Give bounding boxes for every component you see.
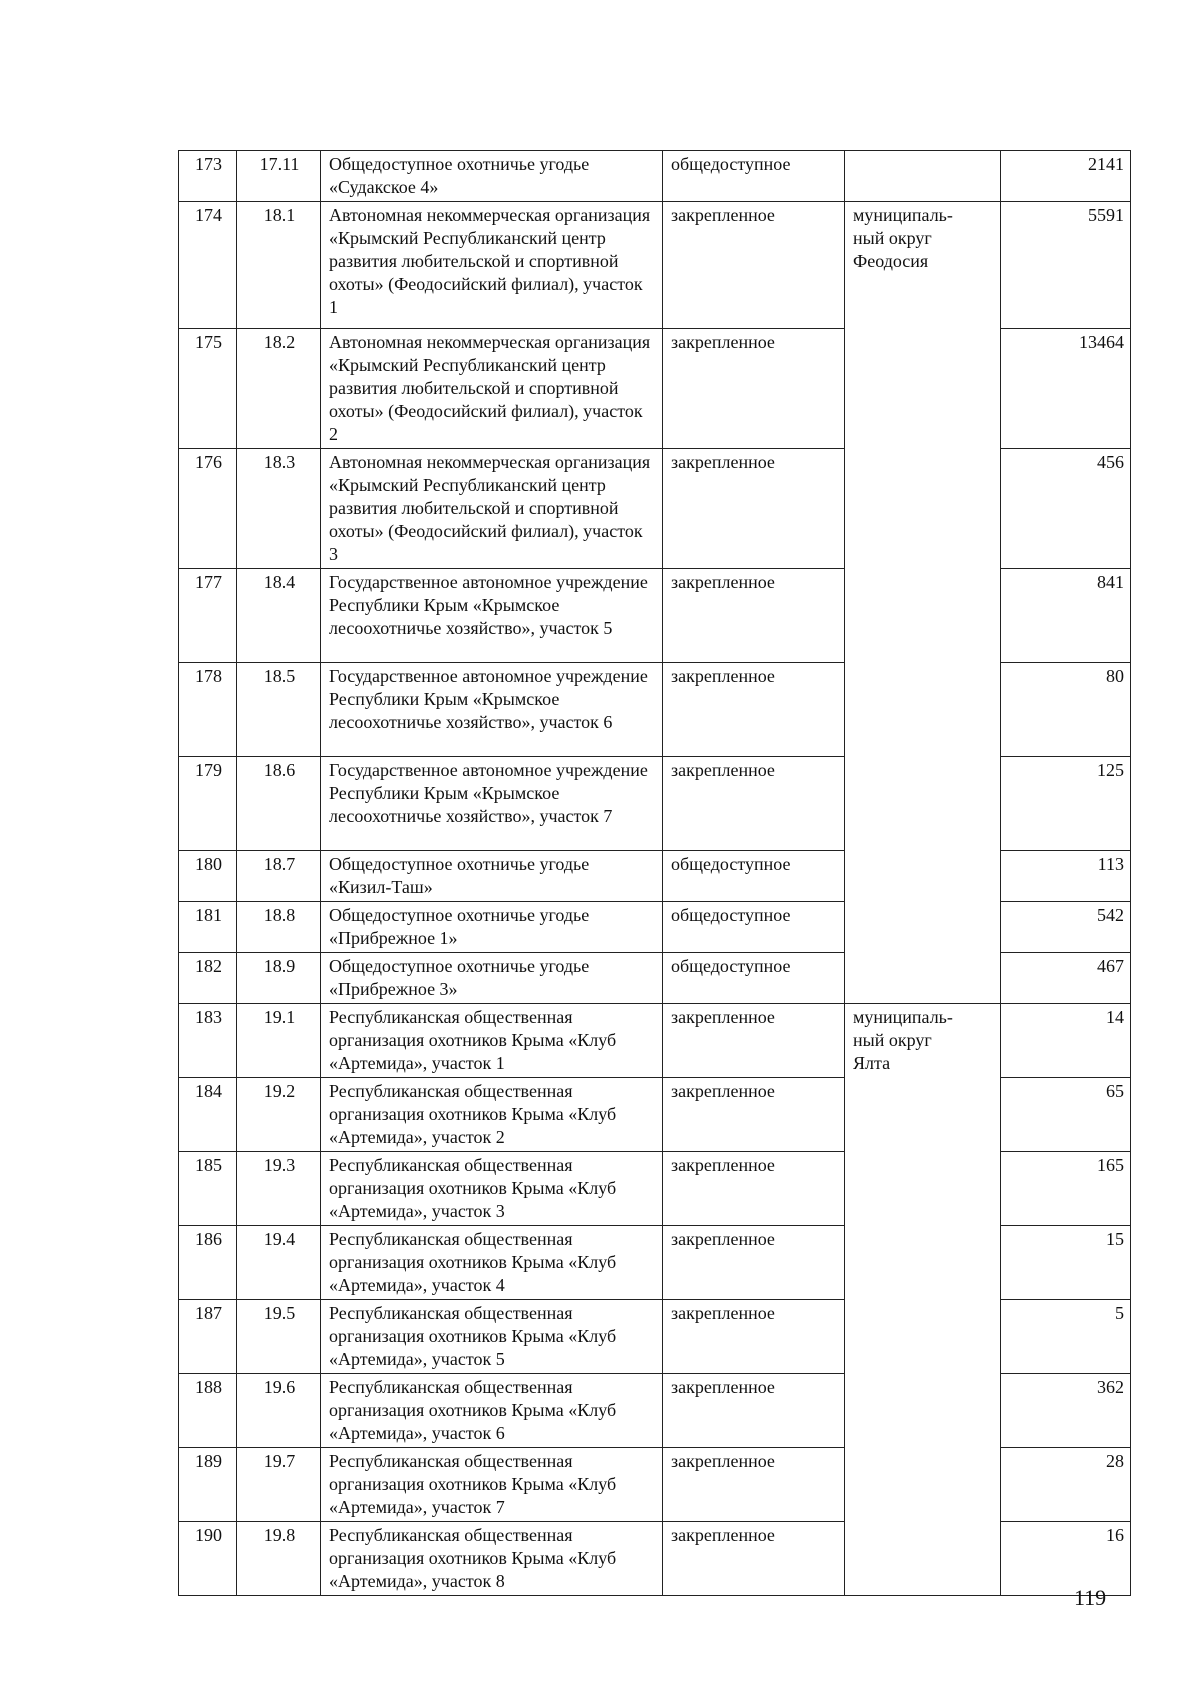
ground-type: общедоступное bbox=[663, 902, 845, 953]
ground-name: Общедоступное охотничье угодье «Кизил-Таш» bbox=[321, 851, 663, 902]
table-body bbox=[179, 151, 1131, 1596]
district-feodosia: муниципаль- ный округ Феодосия bbox=[845, 202, 1001, 1004]
ground-name: Общедоступное охотничье угодье «Судакское 4» bbox=[321, 151, 663, 202]
row-code: 18.6 bbox=[237, 757, 321, 851]
ground-area: 80 bbox=[1001, 663, 1131, 757]
ground-type: закрепленное bbox=[663, 569, 845, 663]
district-yalta: муниципаль- ный округ Ялта bbox=[845, 1004, 1001, 1596]
ground-type: закрепленное bbox=[663, 1004, 845, 1078]
row-number: 179 bbox=[179, 757, 237, 851]
row-number: 173 bbox=[179, 151, 237, 202]
row-code: 19.5 bbox=[237, 1300, 321, 1374]
ground-area: 15 bbox=[1001, 1226, 1131, 1300]
row-number: 185 bbox=[179, 1152, 237, 1226]
row-number: 187 bbox=[179, 1300, 237, 1374]
row-number: 190 bbox=[179, 1522, 237, 1596]
ground-area: 125 bbox=[1001, 757, 1131, 851]
ground-area: 65 bbox=[1001, 1078, 1131, 1152]
row-number: 182 bbox=[179, 953, 237, 1004]
ground-area: 542 bbox=[1001, 902, 1131, 953]
ground-type: закрепленное bbox=[663, 663, 845, 757]
ground-area: 362 bbox=[1001, 1374, 1131, 1448]
row-code: 18.2 bbox=[237, 329, 321, 449]
ground-name: Государственное автономное учреждение Республики Крым «Крымское лесоохотничье хозяйство», участок 5 bbox=[321, 569, 663, 663]
ground-type: закрепленное bbox=[663, 1078, 845, 1152]
page-number: 119 bbox=[1074, 1585, 1107, 1610]
row-number: 177 bbox=[179, 569, 237, 663]
ground-type: закрепленное bbox=[663, 757, 845, 851]
ground-name: Автономная некоммерческая организация «Крымский Республиканский центр развития любительской и спортивной охоты» (Феодосийский филиал), участок 1 bbox=[321, 202, 663, 329]
row-code: 18.8 bbox=[237, 902, 321, 953]
row-code: 19.4 bbox=[237, 1226, 321, 1300]
ground-name: Республиканская общественная организация охотников Крыма «Клуб «Артемида», участок 1 bbox=[321, 1004, 663, 1078]
district-cell-empty bbox=[845, 151, 1001, 202]
ground-name: Республиканская общественная организация охотников Крыма «Клуб «Артемида», участок 6 bbox=[321, 1374, 663, 1448]
row-number: 180 bbox=[179, 851, 237, 902]
row-code: 19.2 bbox=[237, 1078, 321, 1152]
row-number: 178 bbox=[179, 663, 237, 757]
table-row bbox=[179, 202, 1131, 329]
row-number: 176 bbox=[179, 449, 237, 569]
ground-type: общедоступное bbox=[663, 151, 845, 202]
ground-type: закрепленное bbox=[663, 1300, 845, 1374]
row-number: 174 bbox=[179, 202, 237, 329]
ground-area: 841 bbox=[1001, 569, 1131, 663]
row-code: 18.9 bbox=[237, 953, 321, 1004]
row-code: 18.1 bbox=[237, 202, 321, 329]
ground-type: закрепленное bbox=[663, 1374, 845, 1448]
ground-area: 28 bbox=[1001, 1448, 1131, 1522]
row-code: 19.8 bbox=[237, 1522, 321, 1596]
row-code: 19.7 bbox=[237, 1448, 321, 1522]
ground-area: 456 bbox=[1001, 449, 1131, 569]
ground-area: 5591 bbox=[1001, 202, 1131, 329]
row-number: 186 bbox=[179, 1226, 237, 1300]
ground-type: закрепленное bbox=[663, 449, 845, 569]
ground-name: Общедоступное охотничье угодье «Прибрежное 1» bbox=[321, 902, 663, 953]
row-code: 18.4 bbox=[237, 569, 321, 663]
ground-name: Республиканская общественная организация охотников Крыма «Клуб «Артемида», участок 4 bbox=[321, 1226, 663, 1300]
row-code: 19.6 bbox=[237, 1374, 321, 1448]
ground-type: закрепленное bbox=[663, 329, 845, 449]
hunting-grounds-table bbox=[178, 150, 1131, 1596]
ground-name: Республиканская общественная организация охотников Крыма «Клуб «Артемида», участок 8 bbox=[321, 1522, 663, 1596]
ground-type: общедоступное bbox=[663, 953, 845, 1004]
ground-area: 2141 bbox=[1001, 151, 1131, 202]
row-number: 175 bbox=[179, 329, 237, 449]
row-code: 18.3 bbox=[237, 449, 321, 569]
row-number: 184 bbox=[179, 1078, 237, 1152]
row-number: 188 bbox=[179, 1374, 237, 1448]
row-code: 18.5 bbox=[237, 663, 321, 757]
ground-type: закрепленное bbox=[663, 1152, 845, 1226]
ground-area: 113 bbox=[1001, 851, 1131, 902]
ground-name: Республиканская общественная организация охотников Крыма «Клуб «Артемида», участок 3 bbox=[321, 1152, 663, 1226]
row-code: 17.11 bbox=[237, 151, 321, 202]
row-number: 181 bbox=[179, 902, 237, 953]
row-code: 19.1 bbox=[237, 1004, 321, 1078]
ground-type: закрепленное bbox=[663, 1522, 845, 1596]
row-number: 189 bbox=[179, 1448, 237, 1522]
ground-area: 13464 bbox=[1001, 329, 1131, 449]
ground-name: Государственное автономное учреждение Республики Крым «Крымское лесоохотничье хозяйство», участок 6 bbox=[321, 663, 663, 757]
ground-name: Автономная некоммерческая организация «Крымский Республиканский центр развития любительской и спортивной охоты» (Феодосийский филиал), участок 2 bbox=[321, 329, 663, 449]
row-code: 19.3 bbox=[237, 1152, 321, 1226]
ground-area: 165 bbox=[1001, 1152, 1131, 1226]
ground-name: Государственное автономное учреждение Республики Крым «Крымское лесоохотничье хозяйство», участок 7 bbox=[321, 757, 663, 851]
row-number: 183 bbox=[179, 1004, 237, 1078]
ground-name: Республиканская общественная организация охотников Крыма «Клуб «Артемида», участок 7 bbox=[321, 1448, 663, 1522]
ground-name: Автономная некоммерческая организация «Крымский Республиканский центр развития любительской и спортивной охоты» (Феодосийский филиал), участок 3 bbox=[321, 449, 663, 569]
ground-type: закрепленное bbox=[663, 1226, 845, 1300]
table-row bbox=[179, 151, 1131, 202]
ground-area: 5 bbox=[1001, 1300, 1131, 1374]
ground-type: закрепленное bbox=[663, 1448, 845, 1522]
ground-area: 467 bbox=[1001, 953, 1131, 1004]
ground-name: Республиканская общественная организация охотников Крыма «Клуб «Артемида», участок 5 bbox=[321, 1300, 663, 1374]
ground-area: 16 bbox=[1001, 1522, 1131, 1596]
row-code: 18.7 bbox=[237, 851, 321, 902]
ground-type: общедоступное bbox=[663, 851, 845, 902]
ground-name: Общедоступное охотничье угодье «Прибрежное 3» bbox=[321, 953, 663, 1004]
table-row bbox=[179, 1004, 1131, 1078]
ground-area: 14 bbox=[1001, 1004, 1131, 1078]
ground-type: закрепленное bbox=[663, 202, 845, 329]
ground-name: Республиканская общественная организация охотников Крыма «Клуб «Артемида», участок 2 bbox=[321, 1078, 663, 1152]
